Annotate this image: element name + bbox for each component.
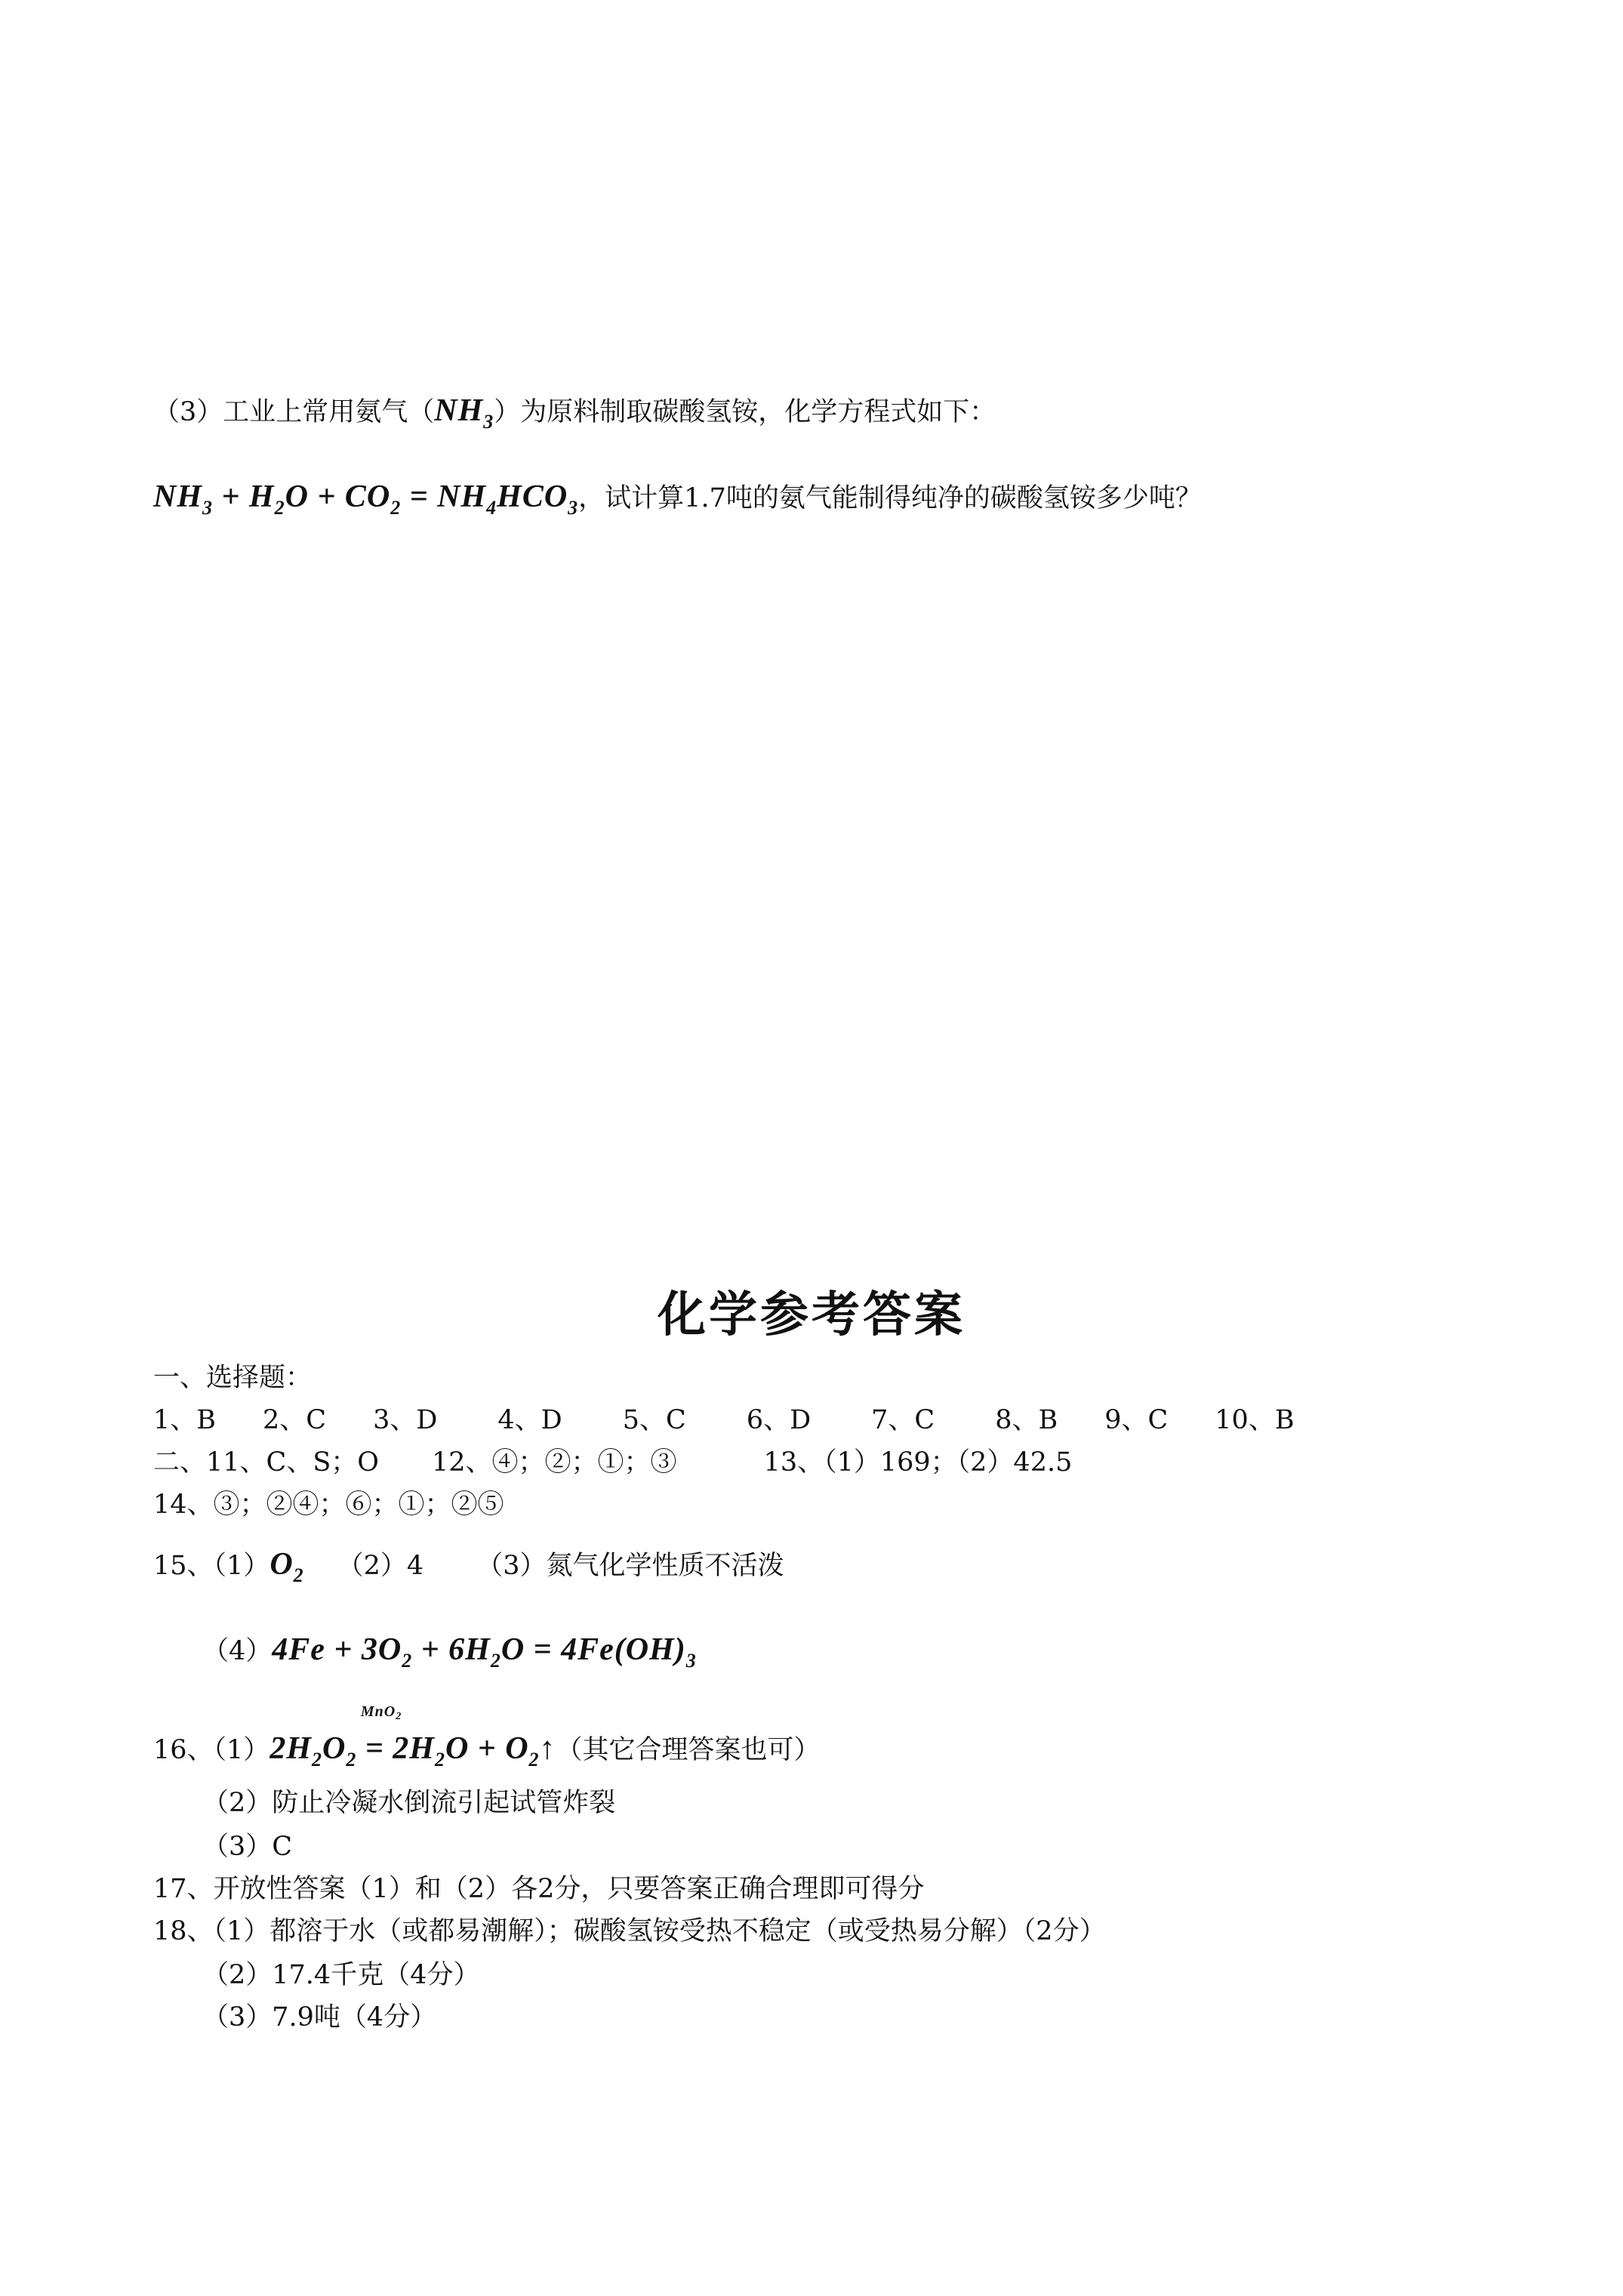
answer-16-part-1: 16、（1）: [153, 1735, 270, 1765]
question-3-line-1: [153, 395, 996, 432]
catalyst-mno2: MnO$_2$: [360, 1703, 402, 1722]
choice-10: 10、B: [1215, 1405, 1295, 1435]
answer-18-part-3: （3）7.9吨（4分）: [202, 2002, 437, 2032]
answer-15-part-1: 15、（1）: [153, 1551, 270, 1581]
answers-11-13-row: [153, 1447, 1073, 1478]
choice-1: 1、B: [153, 1405, 216, 1435]
choice-5: 5、C: [622, 1405, 686, 1435]
q3-b-suffix: ，试计算1.7吨的氨气能制得纯净的碳酸氢铵多少吨？: [578, 483, 1202, 513]
answer-18-part-2: （2）17.4千克（4分）: [202, 1960, 480, 1990]
formula-equation-nh4hco3: $NH_3 + H_2O + CO_2 = NH_4HCO_3$: [153, 479, 579, 519]
answer-11: 二、11、C、S；O: [153, 1447, 379, 1478]
formula-o2: $O_2$: [269, 1547, 304, 1586]
q3-suffix: ）为原料制取碳酸氢铵，化学方程式如下：: [494, 397, 996, 427]
choice-6: 6、D: [746, 1405, 812, 1435]
q3-prefix: （3）工业上常用氨气（: [153, 397, 435, 427]
choice-8: 8、B: [995, 1405, 1058, 1435]
page-title: 化学参考答案: [658, 1287, 965, 1343]
catalyst-equals: MnO$_2$ =: [360, 1703, 402, 1766]
formula-nh3: $NH_3$: [434, 393, 494, 433]
choice-7: 7、C: [871, 1405, 935, 1435]
choice-2: 2、C: [263, 1405, 327, 1435]
answer-15-part-2: （2）4: [337, 1551, 424, 1581]
section-1-heading: 一、选择题：: [153, 1363, 313, 1393]
answer-17: 17、开放性答案（1）和（2）各2分，只要答案正确合理即可得分: [153, 1874, 925, 1904]
formula-iron-rust-equation: $4Fe + 3O_2 + 6H_2O = 4Fe(OH)_3$: [272, 1632, 697, 1672]
choice-3: 3、D: [373, 1405, 438, 1435]
answer-16-row-1: [153, 1703, 821, 1771]
answer-13: 13、（1）169；（2）42.5: [763, 1447, 1073, 1478]
choice-9: 9、C: [1104, 1405, 1169, 1435]
answer-15-part-4-row: [202, 1634, 697, 1671]
answer-18-part-1: 18、（1）都溶于水（或都易潮解）；碳酸氢铵受热不稳定（或受热易分解）（2分）: [153, 1916, 1106, 1946]
choice-4: 4、D: [497, 1405, 562, 1435]
choice-answers-row: [153, 1407, 1295, 1434]
answer-16-part-3: （3）C: [202, 1832, 293, 1862]
answer-15-row: [153, 1549, 784, 1586]
formula-h2o2-decomposition: $2H_2O_2$ MnO$_2$ = $2H_2O$ + $O_2↑$: [269, 1703, 556, 1771]
question-3-line-2: [153, 481, 1202, 518]
answer-16-note: （其它合理答案也可）: [556, 1735, 821, 1765]
answer-12: 12、④；②；①；③: [432, 1447, 677, 1478]
answer-15-part-3: （3）氮气化学性质不活泼: [476, 1551, 784, 1581]
answer-16-part-2: （2）防止冷凝水倒流引起试管炸裂: [202, 1788, 616, 1818]
answer-14: 14、③；②④；⑥；①；②⑤: [153, 1490, 504, 1520]
answer-15-part-4: （4）: [202, 1636, 273, 1666]
